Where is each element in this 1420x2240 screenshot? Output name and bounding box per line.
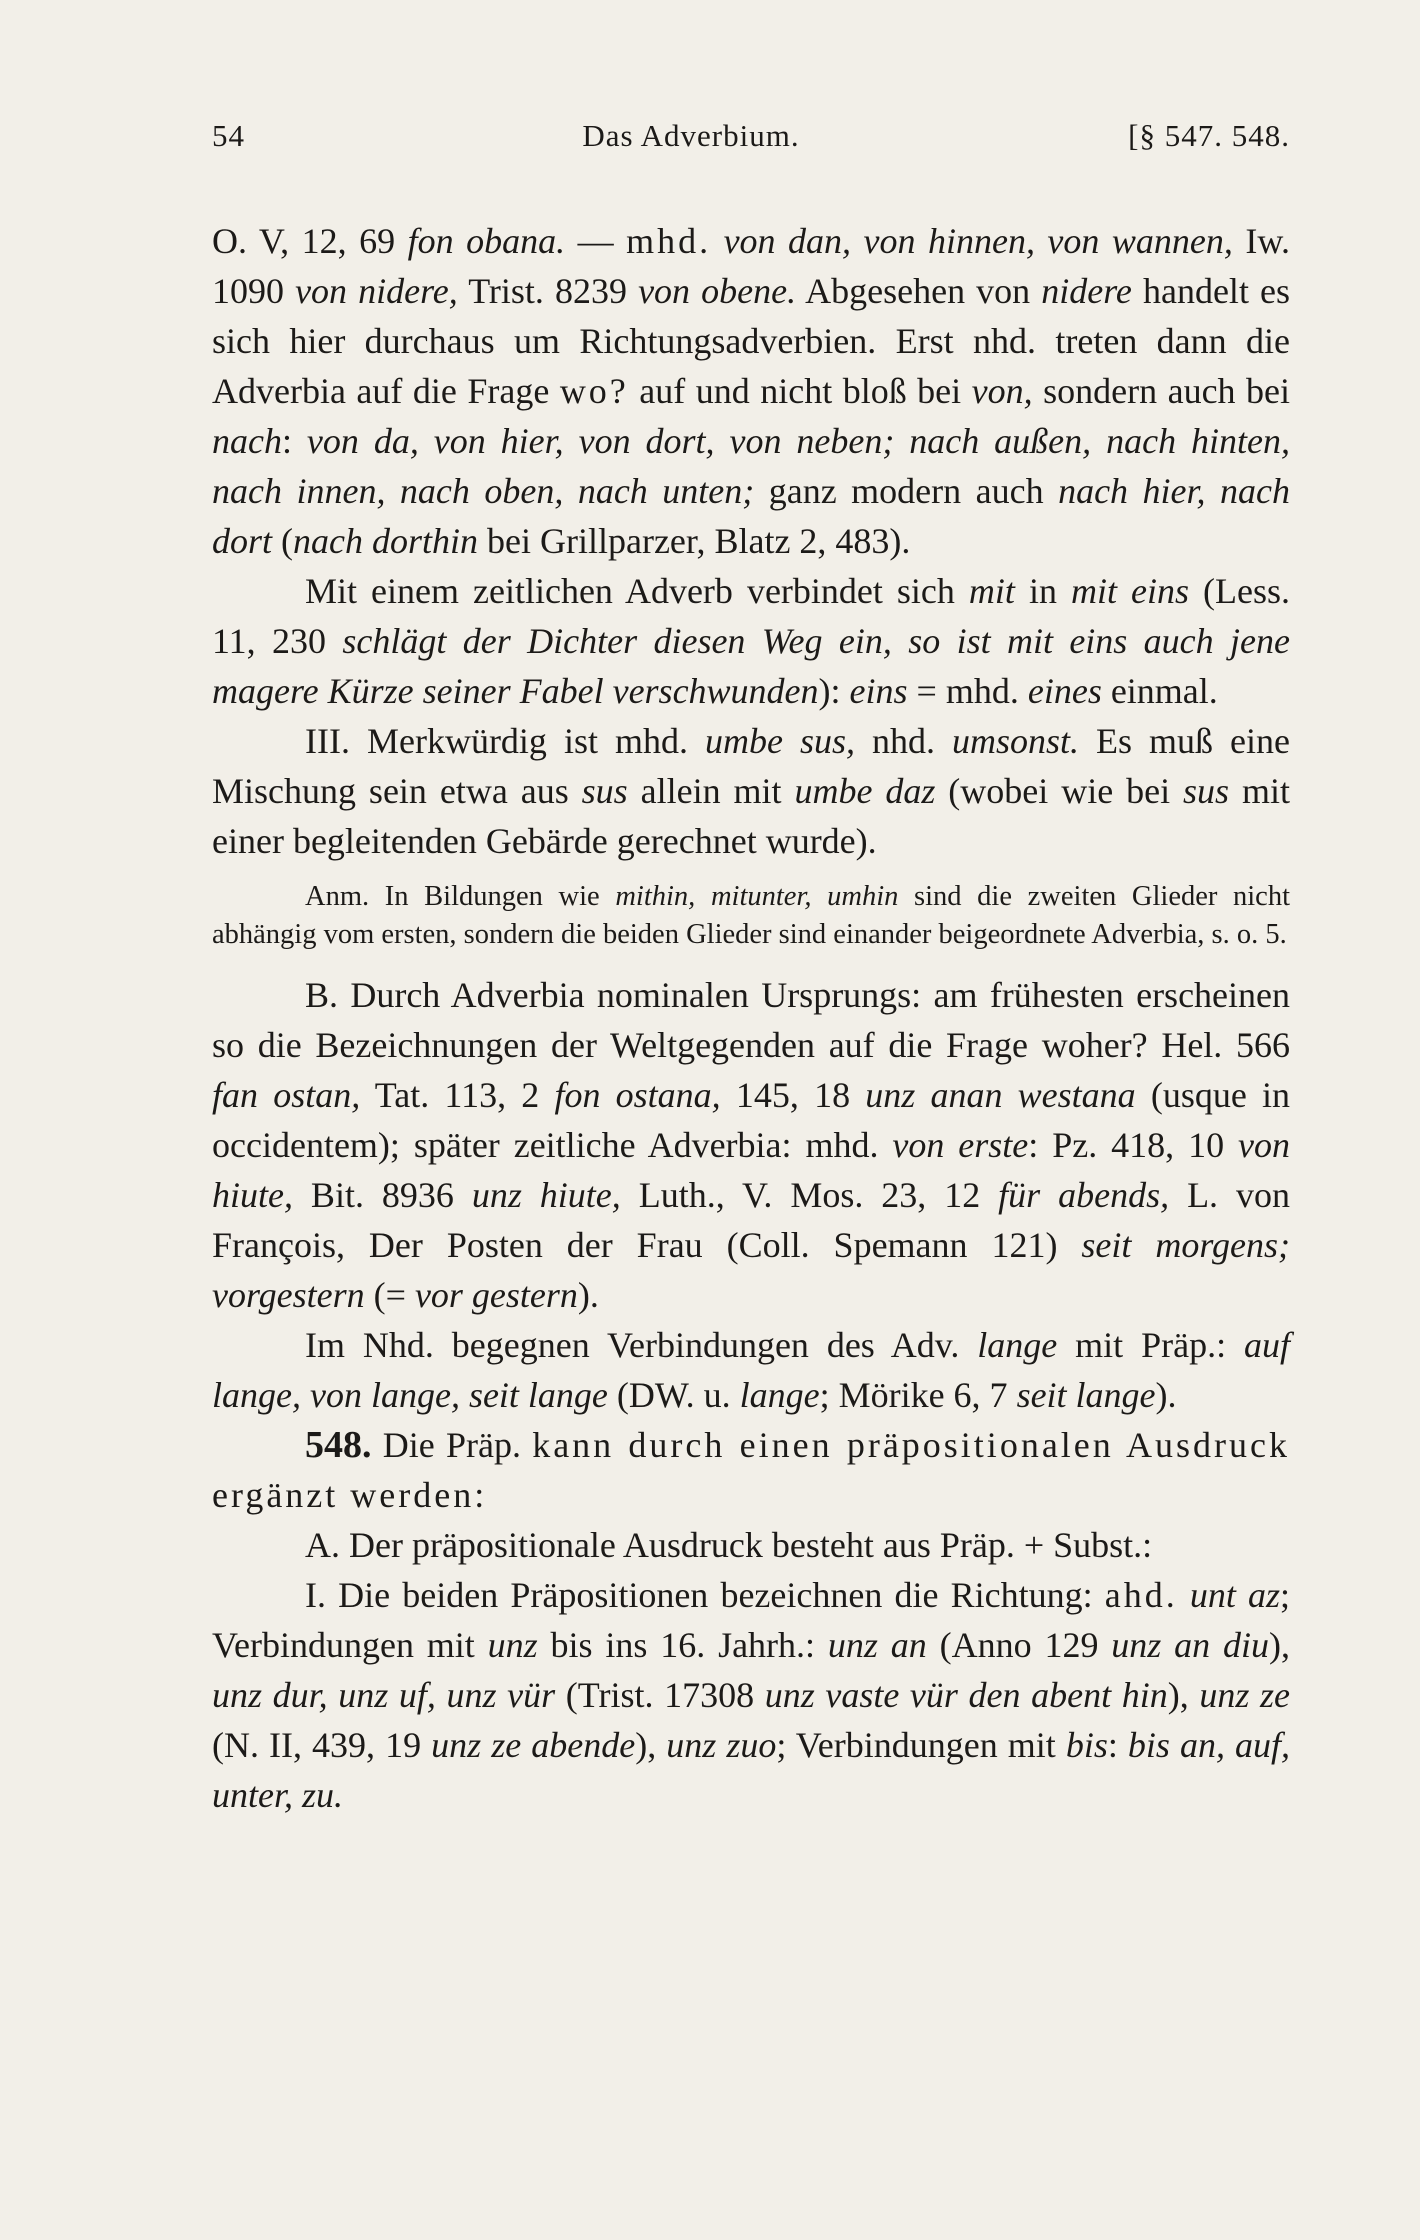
running-header	[212, 118, 1290, 154]
text-run: (	[272, 521, 294, 561]
text-run: wo?	[559, 371, 629, 411]
text-run: ; Mörike 6, 7	[819, 1375, 1017, 1415]
paragraph-p8	[212, 1570, 1290, 1820]
paragraph-p2	[212, 566, 1290, 716]
page-number: 54	[212, 118, 245, 153]
text-run: unz dur, unz uf, unz vür	[212, 1675, 556, 1715]
text-run: mithin, mitunter, umhin	[615, 881, 899, 912]
text-run: in	[1014, 571, 1071, 611]
text-run: von dan, von hinnen, von wannen,	[723, 221, 1233, 261]
page-body	[212, 216, 1290, 1820]
text-run: mit eins	[1070, 571, 1189, 611]
text-run: von erste	[892, 1125, 1029, 1165]
text-run: für abends,	[998, 1175, 1170, 1215]
text-run: vor gestern	[414, 1275, 578, 1315]
text-run: eins	[849, 671, 908, 711]
text-run: Tat. 113, 2	[360, 1075, 555, 1115]
text-run: ; Verbindungen mit	[212, 1575, 1291, 1665]
text-run: = mhd.	[907, 671, 1028, 711]
text-run: unz an	[827, 1625, 927, 1665]
text-run: bei Grillparzer, Blatz 2, 483).	[478, 521, 911, 561]
text-run: (=	[364, 1275, 415, 1315]
running-title: Das Adverbium.	[582, 118, 800, 153]
section-number: 548.	[305, 1424, 372, 1466]
text-run: Bit. 8936	[292, 1175, 472, 1215]
text-run: ).	[1155, 1375, 1177, 1415]
text-run: Anm. In Bildungen wie	[305, 881, 616, 912]
text-run: umsonst.	[952, 721, 1080, 761]
text-run: auf lange, von lange, seit lange	[212, 1325, 1290, 1415]
text-run: lange	[739, 1375, 820, 1415]
text-run: umbe sus,	[704, 721, 855, 761]
text-run: I. Die beiden Präpositionen bezeichnen die Richtung:	[305, 1575, 1105, 1615]
text-run: fon ostana,	[554, 1075, 721, 1115]
text-run: sus	[581, 771, 628, 811]
text-run: nidere	[1041, 271, 1132, 311]
text-run: unz zuo	[666, 1725, 777, 1765]
text-run	[1178, 1575, 1190, 1615]
text-run: auf und nicht bloß bei	[628, 371, 972, 411]
text-run: (wobei wie bei	[935, 771, 1184, 811]
text-run: ):	[818, 671, 850, 711]
text-run: unt az	[1189, 1575, 1280, 1615]
text-run: bis an, auf, unter, zu.	[212, 1725, 1291, 1815]
text-run: : Pz. 418, 10	[1028, 1125, 1238, 1165]
text-run: (usque in occidentem); später zeitliche Adverbia: mhd.	[212, 1075, 1291, 1165]
paragraph-p1	[212, 216, 1290, 566]
text-run: umbe daz	[794, 771, 936, 811]
text-run: unz ze abende	[431, 1725, 636, 1765]
text-run: unz hiute,	[471, 1175, 621, 1215]
text-run: unz	[487, 1625, 538, 1665]
text-run: unz an diu	[1111, 1625, 1269, 1665]
section-range: [§ 547. 548.	[1128, 118, 1290, 153]
text-run: nach	[212, 421, 282, 461]
text-run: —	[565, 221, 627, 261]
text-run: Es muß eine Mischung sein etwa aus	[212, 721, 1291, 811]
text-run: Iw. 1090	[212, 221, 1291, 311]
text-run: ganz modern auch	[754, 471, 1059, 511]
text-run: nach hier, nach dort	[212, 471, 1290, 561]
text-run: ; Verbindungen mit	[776, 1725, 1066, 1765]
text-run: allein mit	[627, 771, 795, 811]
paragraph-p3	[212, 716, 1290, 866]
text-run: ).	[577, 1275, 599, 1315]
text-run: kann durch einen präpositionalen Ausdruck	[532, 1425, 1291, 1465]
text-run: von nidere,	[295, 271, 458, 311]
text-run: Die Präp.	[371, 1425, 533, 1465]
paragraph-p4	[212, 970, 1290, 1320]
text-run: Abgesehen von	[796, 271, 1042, 311]
text-run: mit Präp.:	[1057, 1325, 1244, 1365]
text-run: bis ins 16. Jahrh.:	[537, 1625, 828, 1665]
text-run: bis	[1065, 1725, 1108, 1765]
text-run: O. V, 12, 69	[212, 221, 408, 261]
text-run: Trist. 8239	[457, 271, 639, 311]
text-run: nach dorthin	[293, 521, 479, 561]
text-run: nhd.	[854, 721, 952, 761]
text-run: ),	[1269, 1625, 1290, 1665]
text-run: eines	[1027, 671, 1102, 711]
text-run: lange	[977, 1325, 1058, 1365]
text-run: handelt es sich hier durchaus um Richtungsadverbien. Erst nhd. treten dann die Adverbia auf die Frage	[212, 271, 1291, 411]
text-run: sind die zweiten Glieder nicht abhängig vom ersten, sondern die beiden Glieder sind einander beigeordnete Adverbia, s. o. 5.	[212, 881, 1290, 950]
text-run: (Trist. 17308	[555, 1675, 765, 1715]
text-run: seit morgens; vorgestern	[212, 1225, 1291, 1315]
text-run: (DW. u.	[607, 1375, 740, 1415]
text-run: von obene.	[638, 271, 797, 311]
text-run: sus	[1183, 771, 1230, 811]
text-run: ),	[635, 1725, 667, 1765]
text-run: von,	[971, 371, 1033, 411]
text-run: schlägt der Dichter diesen Weg ein, so ist mit eins auch jene magere Kürze seiner Fabel verschwunden	[212, 621, 1290, 711]
text-run: Mit einem zeitlichen Adverb verbindet sich	[305, 571, 969, 611]
text-run: 145, 18	[720, 1075, 866, 1115]
paragraph-note	[212, 878, 1290, 954]
text-run: unz ze	[1199, 1675, 1290, 1715]
text-run: ahd.	[1104, 1575, 1178, 1615]
text-run: ergänzt werden:	[212, 1475, 488, 1515]
text-run: einmal.	[1101, 671, 1218, 711]
text-run: :	[1107, 1725, 1128, 1765]
text-run: seit lange	[1016, 1375, 1156, 1415]
text-run: (N. II, 439, 19	[212, 1725, 432, 1765]
text-run: mit einer begleitenden Gebärde gerechnet wurde).	[212, 771, 1290, 861]
footnote-annotation	[212, 878, 1290, 954]
text-run: (Anno 129	[926, 1625, 1112, 1665]
paragraph-p5	[212, 1320, 1290, 1420]
text-run: A. Der präpositionale Ausdruck besteht aus Präp. + Subst.:	[305, 1525, 1153, 1565]
text-run: von da, von hier, von dort, von neben; nach außen, nach hinten, nach innen, nach oben, nach unten;	[212, 421, 1290, 511]
text-run: von hiute,	[212, 1125, 1290, 1215]
text-run: fan ostan,	[212, 1075, 361, 1115]
text-run: mhd.	[626, 221, 712, 261]
text-run: L. von François, Der Posten der Frau (Coll. Spemann 121)	[212, 1175, 1291, 1265]
text-run: :	[281, 421, 307, 461]
text-run: unz anan westana	[865, 1075, 1136, 1115]
text-run: (Less. 11, 230	[212, 571, 1290, 661]
text-run: unz vaste vür den abent hin	[764, 1675, 1168, 1715]
text-run: B. Durch Adverbia nominalen Ursprungs: am frühesten erscheinen so die Bezeichnungen der Weltgegenden auf die Frage woher? Hel. 566	[212, 975, 1290, 1065]
text-run: Im Nhd. begegnen Verbindungen des Adv.	[305, 1325, 978, 1365]
text-run	[711, 221, 723, 261]
text-run: sondern auch bei	[1032, 371, 1291, 411]
text-run: fon obana.	[407, 221, 566, 261]
paragraph-p6	[212, 1420, 1290, 1520]
text-run: ),	[1167, 1675, 1200, 1715]
text-run: mit	[968, 571, 1015, 611]
text-run: Luth., V. Mos. 23, 12	[620, 1175, 999, 1215]
paragraph-p7	[212, 1520, 1290, 1570]
text-run: III. Merkwürdig ist mhd.	[305, 721, 705, 761]
